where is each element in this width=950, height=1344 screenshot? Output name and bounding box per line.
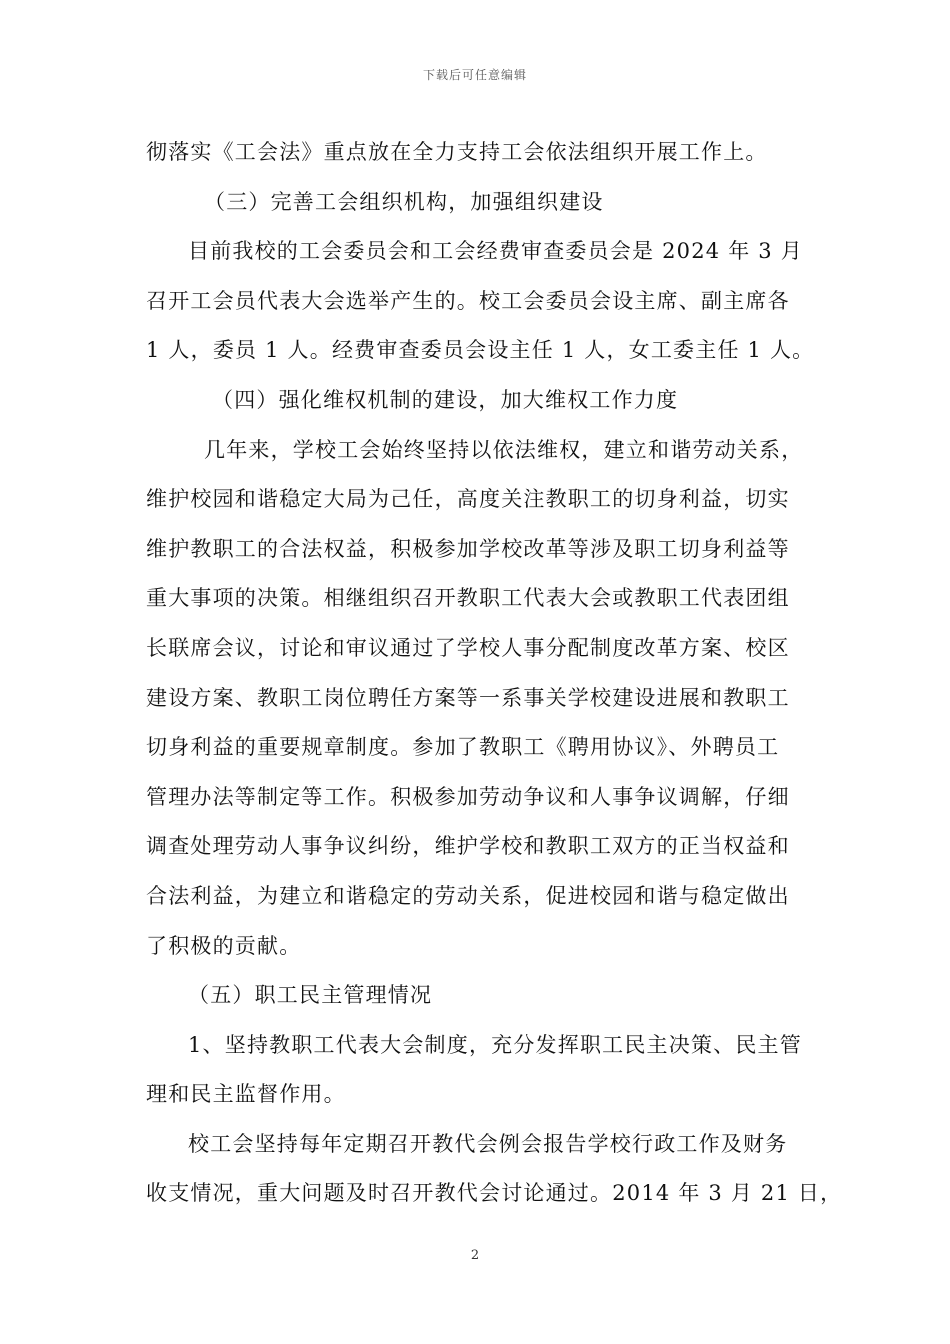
body-line: 几年来，学校工会始终坚持以依法维权，建立和谐劳动关系， <box>204 437 804 462</box>
body-line: 收支情况，重大问题及时召开教代会讨论通过。2014 年 3 月 21 日， <box>146 1181 843 1206</box>
body-line: 维护教职工的合法权益，积极参加学校改革等涉及职工切身利益等 <box>146 536 790 561</box>
body-line: 维护校园和谐稳定大局为己任，高度关注教职工的切身利益，切实 <box>146 487 790 512</box>
body-line: 了积极的贡献。 <box>146 933 302 958</box>
page-number: 2 <box>470 1248 480 1263</box>
body-line: 切身利益的重要规章制度。参加了教职工《聘用协议》、外聘员工 <box>146 735 780 760</box>
body-line: 重大事项的决策。相继组织召开教职工代表大会或教职工代表团组 <box>146 586 790 611</box>
section-heading-3: （三）完善工会组织机构，加强组织建设 <box>204 189 604 214</box>
body-line: 目前我校的工会委员会和工会经费审查委员会是 2024 年 3 月 <box>188 239 803 264</box>
body-line: 调查处理劳动人事争议纠纷，维护学校和教职工双方的正当权益和 <box>146 834 790 859</box>
body-line: 召开工会员代表大会选举产生的。校工会委员会设主席、副主席各 <box>146 288 790 313</box>
body-line: 理和民主监督作用。 <box>146 1082 346 1107</box>
body-line: 长联席会议，讨论和审议通过了学校人事分配制度改革方案、校区 <box>146 635 790 660</box>
body-line: 合法利益，为建立和谐稳定的劳动关系，促进校园和谐与稳定做出 <box>146 883 790 908</box>
body-line: 1 人，委员 1 人。经费审查委员会设主任 1 人，女工委主任 1 人。 <box>146 338 815 363</box>
body-line: 校工会坚持每年定期召开教代会例会报告学校行政工作及财务 <box>188 1131 788 1156</box>
body-line: 建设方案、教职工岗位聘任方案等一系事关学校建设进展和教职工 <box>146 685 790 710</box>
section-heading-5: （五）职工民主管理情况 <box>188 983 433 1008</box>
body-line: 彻落实《工会法》重点放在全力支持工会依法组织开展工作上。 <box>146 140 768 164</box>
section-heading-4: （四）强化维权机制的建设，加大维权工作力度 <box>212 387 679 412</box>
page-header-note: 下载后可任意编辑 <box>422 68 527 82</box>
body-line: 1、坚持教职工代表大会制度，充分发挥职工民主决策、民主管 <box>188 1032 802 1057</box>
document-body <box>146 128 843 1219</box>
body-line: 管理办法等制定等工作。积极参加劳动争议和人事争议调解，仔细 <box>146 784 790 809</box>
